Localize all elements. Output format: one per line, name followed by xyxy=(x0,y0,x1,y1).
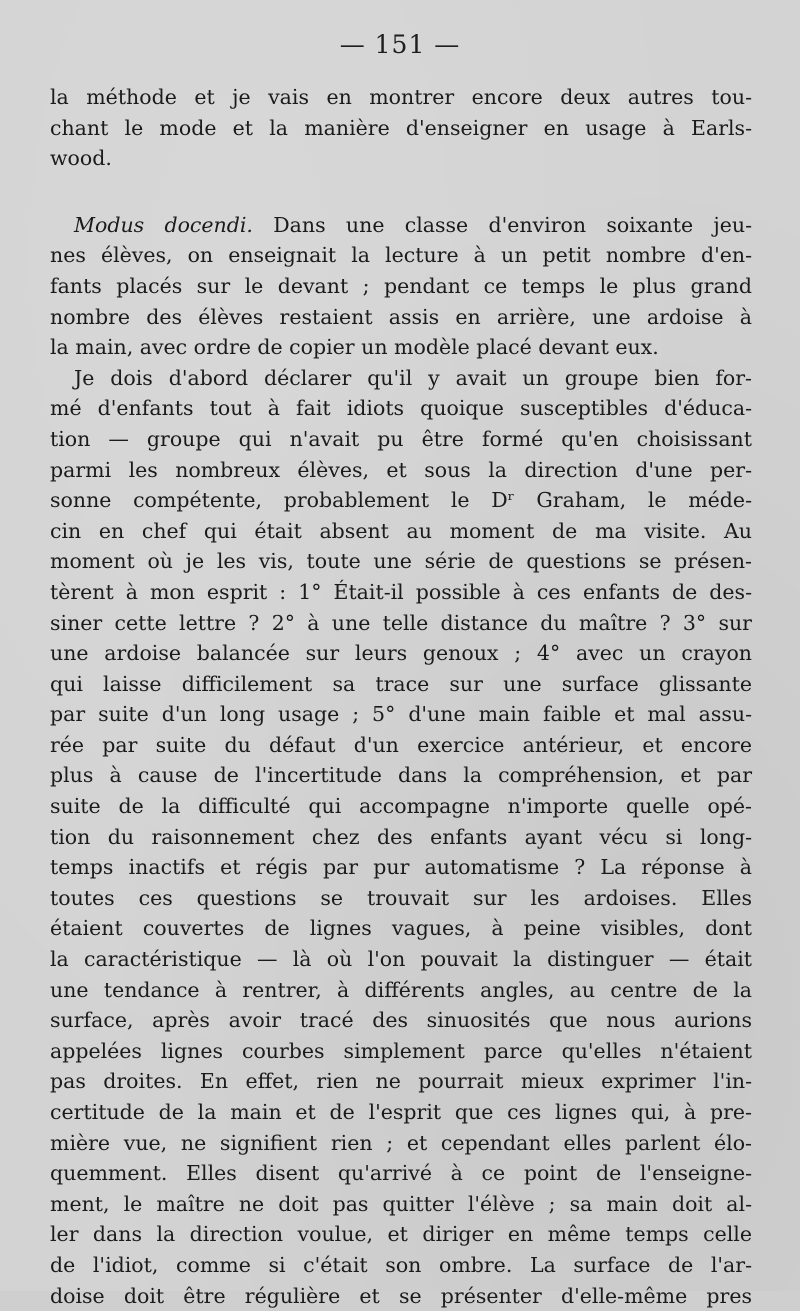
text-line: ment, le maître ne doit pas quitter l'élève ; sa main doit al- xyxy=(50,1191,752,1216)
text-line: nes élèves, on enseignait la lecture à un petit nombre d'en- xyxy=(50,243,752,268)
text-line: étaient couvertes de lignes vagues, à peine visibles, dont xyxy=(50,916,752,941)
text-line: parmi les nombreux élèves, et sous la direction d'une per- xyxy=(50,457,752,482)
text-line: cin en chef qui était absent au moment de ma visite. Au xyxy=(50,518,752,543)
text-line: sonne compétente, probablement le Dʳ Graham, le méde- xyxy=(50,488,752,513)
text-line: une tendance à rentrer, à différents angles, au centre de la xyxy=(50,977,752,1002)
text-line: quemment. Elles disent qu'arrivé à ce point de l'enseigne- xyxy=(50,1161,752,1186)
text-line: une ardoise balancée sur leurs genoux ; 4° avec un crayon xyxy=(50,641,752,666)
text-line xyxy=(50,210,752,241)
text-line: temps inactifs et régis par pur automatisme ? La réponse à xyxy=(50,855,752,880)
text-line: certitude de la main et de l'esprit que ces lignes qui, à pre- xyxy=(50,1100,752,1124)
text-line: rée par suite du défaut d'un exercice antérieur, et encore xyxy=(50,732,752,757)
text-line: doise doit être régulière et se présenter d'elle-même pres xyxy=(50,1283,752,1308)
text-line: appelées lignes courbes simplement parce qu'elles n'étaient xyxy=(50,1038,752,1063)
text-line: Je dois d'abord déclarer qu'il y avait un groupe bien for- xyxy=(74,365,752,390)
text-line: surface, après avoir tracé des sinuosités que nous aurions xyxy=(50,1008,752,1033)
text-line: tèrent à mon esprit : 1° Était-il possible à ces enfants de des- xyxy=(50,579,752,604)
text-line: suite de la difficulté qui accompagne n'importe quelle opé- xyxy=(50,794,752,819)
text-line: chant le mode et la manière d'enseigner en usage à Earls- xyxy=(50,115,752,140)
text-line: pas droites. En effet, rien ne pourrait mieux exprimer l'in- xyxy=(50,1069,752,1094)
text-line-rest: Dans une classe d'environ soixante jeu- xyxy=(273,212,753,237)
text-line: moment où je les vis, toute une série de questions se présen- xyxy=(50,549,752,574)
paragraph-3 xyxy=(50,363,752,1311)
text-line: plus à cause de l'incertitude dans la compréhension, et par xyxy=(50,763,752,788)
text-line: toutes ces questions se trouvait sur les ardoises. Elles xyxy=(50,885,752,910)
text-line: tion du raisonnement chez des enfants ayant vécu si long- xyxy=(50,824,752,849)
text-line: la caractéristique — là où l'on pouvait la distinguer — était xyxy=(50,947,752,972)
text-line: qui laisse difficilement sa trace sur une surface glissante xyxy=(50,671,752,696)
text-line: la méthode et je vais en montrer encore deux autres tou- xyxy=(50,85,752,109)
text-line: ler dans la direction voulue, et diriger en même temps celle xyxy=(50,1222,752,1247)
text-line: la main, avec ordre de copier un modèle placé devant eux. xyxy=(50,335,659,360)
page-number: — 151 — xyxy=(339,30,461,59)
text-line: mière vue, ne signifient rien ; et cependant elles parlent élo- xyxy=(50,1130,752,1155)
text-line: de l'idiot, comme si c'était son ombre. La surface de l'ar- xyxy=(50,1252,752,1277)
text-line: siner cette lettre ? 2° à une telle distance du maître ? 3° sur xyxy=(50,610,752,635)
text-line: tion — groupe qui n'avait pu être formé qu'en choisissant xyxy=(50,426,752,451)
section-heading-italic: Modus docendi. xyxy=(74,212,253,237)
paragraph-2 xyxy=(50,210,752,363)
text-line: mé d'enfants tout à fait idiots quoique susceptibles d'éduca- xyxy=(50,396,752,421)
text-line: wood. xyxy=(50,146,112,171)
page-body-text xyxy=(50,82,752,1311)
text-line: fants placés sur le devant ; pendant ce temps le plus grand xyxy=(50,273,752,298)
text-line: nombre des élèves restaient assis en arrière, une ardoise à xyxy=(50,304,752,329)
text-line: par suite d'un long usage ; 5° d'une main faible et mal assu- xyxy=(50,702,752,727)
paragraph-gap xyxy=(50,174,752,210)
paragraph-1 xyxy=(50,82,752,174)
